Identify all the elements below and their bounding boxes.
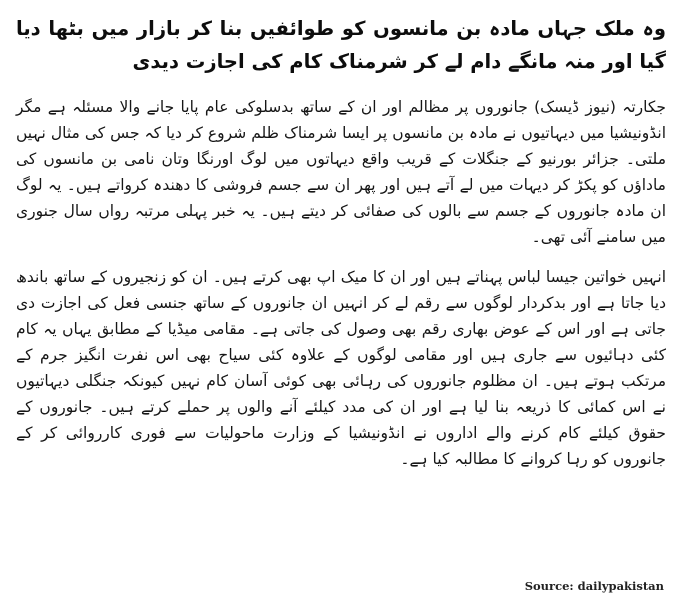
article-paragraph-2: انہیں خواتین جیسا لباس پہناتے ہیں اور ان کا میک اپ بھی کرتے ہیں۔ ان کو زنجیروں کے ساتھ باندھ دیا جاتا ہے اور بدکردار لوگوں سے رقم لے کر انہیں ان جانوروں کے ساتھ جنسی فعل کی اجازت دی جاتی ہے اور اس کے عوض بھاری رقم بھی وصول کی جاتی ہے۔ مقامی میڈیا کے مطابق یہاں یہ کام کئی دہائیوں سے جاری ہیں اور مقامی لوگوں کے علاوہ کئی سیاح بھی اس نفرت انگیز جرم کے مرتکب ہوتے ہیں۔ ان مظلوم جانوروں کی رہائی بھی کوئی آسان کام نہیں کیونکہ جنگلی دیہاتیوں نے اس کمائی کا ذریعہ بنا لیا ہے اور ان کی مدد کیلئے آنے والوں پر حملے کرتے ہیں۔ جانوروں کے حقوق کیلئے کام کرنے والے اداروں نے انڈونیشیا کے وزارت ماحولیات سے فوری کارروائی کر کے جانوروں کو رہا کروانے کا مطالبہ کیا ہے۔	[16, 268, 666, 468]
source-credit: Source: dailypakistan	[524, 579, 664, 593]
article-paragraph-1: جکارتہ (نیوز ڈیسک) جانوروں پر مظالم اور ان کے ساتھ بدسلوکی عام پایا جانے والا مسئلہ ہے مگر انڈونیشیا میں دیہاتیوں نے مادہ بن مانسوں پر ایسا شرمناک ظلم شروع کر دیا کہ جس کی مثال نہیں ملتی۔ جزائر بورنیو کے جنگلات کے قریب واقع دیہاتوں میں لوگ اورنگا وتان نامی بن مانسوں کی ماداؤں کو پکڑ کر دیہات میں لے آتے ہیں اور پھر ان سے جسم فروشی کا دھندہ کرواتے ہیں۔ یہ لوگ ان مادہ جانوروں کے جسم سے بالوں کی صفائی کر دیتے ہیں۔ یہ خبر پہلی مرتبہ رواں سال جنوری میں سامنے آئی تھی۔	[16, 98, 666, 246]
article-headline: وہ ملک جہاں مادہ بن مانسوں کو طوائفیں بنا کر بازار میں بٹھا دیا گیا اور منہ مانگے دام لے کر شرمناک کام کی اجازت دیدی	[16, 17, 666, 73]
